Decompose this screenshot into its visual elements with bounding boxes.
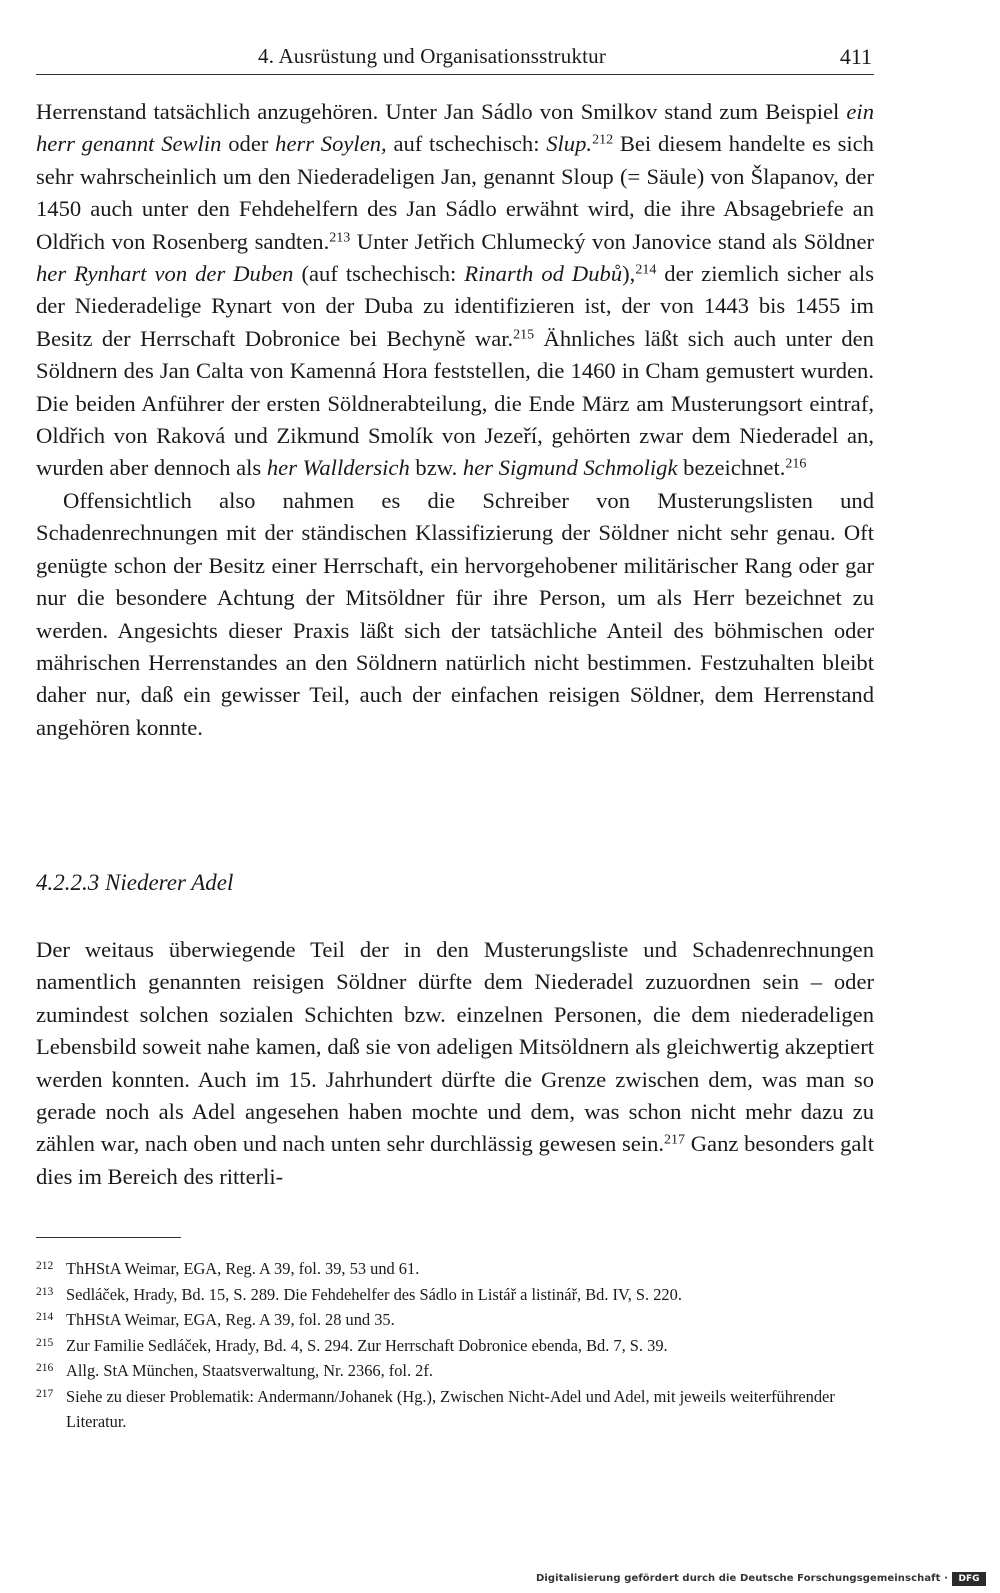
body-text-lower — [36, 934, 874, 1193]
text-run: auf tschechisch: — [386, 131, 547, 157]
text-run: ), — [622, 261, 636, 287]
text-run: der ziemlich sicher als der Niederadelige Rynart von der Duba zu identifizieren ist, der von 1443 bis 1455 im Besitz der Herrschaft Dobronice bei Bechyně war. — [36, 261, 874, 351]
text-run: Ganz besonders galt dies im Bereich des ritterli- — [36, 1131, 874, 1189]
footnote-ref: 213 — [329, 229, 351, 245]
text-run: bzw. — [409, 455, 463, 481]
text-run: (auf tschechisch: — [293, 261, 465, 287]
paragraph: Offensichtlich also nahmen es die Schreiber von Musterungslisten und Schadenrechnungen mit der ständischen Klassifizierung der Söldner nicht sehr genau. Oft genügte schon der Besitz einer Herrschaft, ein hervorgehobener militärischer Rang oder gar nur die besondere Achtung der Mitsöldner für ihre Person, um als Herr bezeichnet zu werden. Angesichts dieser Praxis läßt sich der tatsächliche Anteil des böhmischen oder mährischen Herrenstandes an den Söldnern natürlich nicht bestimmen. Festzuhalten bleibt daher nur, daß ein gewisser Teil, auch der einfachen reisigen Söldner, dem Herrenstand angehören konnte. — [36, 487, 874, 740]
quoted-name: ein herr genannt Sewlin — [36, 99, 874, 157]
footnote-text: Siehe zu dieser Problematik: Andermann/Johanek (Hg.), Zwischen Nicht-Adel und Adel, mit jeweils weiterführender Literatur. — [66, 1386, 835, 1431]
quoted-name: her Walldersich — [266, 455, 410, 481]
text-run: Bei diesem handelte es sich sehr wahrscheinlich um den Niederadeligen Jan, genannt Sloup (= Säule) von Šlapanov, der 1450 auch unter den Fehdehelfern des Jan Sádlo erwähnt wird, die ihre Absagebriefe an Oldřich von Rosenberg sandten. — [36, 131, 874, 254]
footnote — [36, 1333, 874, 1359]
footnote-text: Zur Familie Sedláček, Hrady, Bd. 4, S. 294. Zur Herrschaft Dobronice ebenda, Bd. 7, S. 39. — [66, 1335, 668, 1355]
footnote-ref: 217 — [664, 1132, 686, 1148]
text-run: Der weitaus überwiegende Teil der in den Musterungsliste und Schadenrechnungen namentlich genannten reisigen Söldner dürfte dem Niederadel zuzuordnen sein – oder zumindest solchen sozialen Schichten bzw. einzelnen Personen, die dem niederadeligen Lebensbild soweit nahe kamen, daß sie von adeligen Mitsöldnern als gleichwertig akzeptiert werden konnten. Auch im 15. Jahrhundert dürfte die Grenze zwischen dem, was man so gerade noch als Adel angesehen haben mochte und dem, was schon nicht mehr dazu zu zählen war, nach oben und nach unten sehr durchlässig gewesen sein. — [36, 937, 874, 1157]
page-header — [36, 38, 874, 75]
body-text-upper — [36, 96, 874, 744]
text-run: bezeichnet. — [677, 455, 786, 481]
footnotes — [36, 1256, 874, 1435]
paragraph — [36, 934, 874, 1193]
running-head: 4. Ausrüstung und Organisationsstruktur — [258, 44, 607, 68]
footnote-number: 212 — [36, 1260, 54, 1272]
text-run: oder — [221, 131, 276, 157]
page-number: 411 — [839, 44, 872, 69]
footnote-text: ThHStA Weimar, EGA, Reg. A 39, fol. 28 und 35. — [66, 1310, 395, 1329]
footnote-text: Allg. StA München, Staatsverwaltung, Nr. 2366, fol. 2f. — [66, 1361, 433, 1380]
footnote-number: 216 — [36, 1362, 54, 1374]
footnote-number: 215 — [36, 1336, 54, 1349]
dfg-logo: DFG — [952, 1572, 986, 1586]
footnote — [36, 1307, 874, 1333]
footnote-number: 214 — [36, 1311, 54, 1323]
footnote-divider — [36, 1237, 181, 1238]
quoted-name: Rinarth od Dubů — [464, 261, 623, 287]
paragraph — [36, 96, 874, 485]
section-heading: 4.2.2.3 Niederer Adel — [36, 870, 234, 895]
footnote-ref: 212 — [592, 132, 614, 148]
text-run: Unter Jetřich Chlumecký von Janovice stand als Söldner — [350, 228, 875, 254]
text-run: Herrenstand tatsächlich anzugehören. Unter Jan Sádlo von Smilkov stand zum Beispiel — [36, 99, 847, 124]
footnote — [36, 1282, 874, 1308]
quoted-name: herr Soylen, — [275, 131, 387, 157]
quoted-name: her Rynhart von der Duben — [36, 261, 294, 287]
footnote-ref: 215 — [513, 327, 535, 343]
footnote-text: ThHStA Weimar, EGA, Reg. A 39, fol. 39, 53 und 61. — [66, 1259, 420, 1278]
quoted-name: her Sigmund Schmoligk — [462, 455, 678, 481]
text-run: Ähnliches läßt sich auch unter den Söldnern des Jan Calta von Kamenná Hora feststellen, die 1460 in Cham gemustert wurden. Die beiden Anführer der ersten Söldnerabteilung, die Ende März am Musterungsort eintraf, Oldřich von Raková und Zikmund Smolík von Jezeří, gehörten zwar dem Niederadel an, wurden aber dennoch als — [36, 325, 874, 481]
footnote — [36, 1384, 874, 1435]
digitization-credit: Digitalisierung gefördert durch die Deutsche Forschungsgemeinschaft · — [535, 1573, 948, 1584]
footnote-ref: 216 — [785, 456, 807, 472]
footnote — [36, 1358, 874, 1384]
footnote — [36, 1256, 874, 1282]
footnote-number: 213 — [36, 1285, 54, 1298]
footnote-text: Sedláček, Hrady, Bd. 15, S. 289. Die Fehdehelfer des Sádlo in Listář a listinář, Bd. IV, S. 220. — [66, 1284, 682, 1304]
footnote-ref: 214 — [635, 262, 657, 278]
footnote-number: 217 — [36, 1387, 54, 1400]
quoted-name: Slup. — [546, 131, 593, 157]
